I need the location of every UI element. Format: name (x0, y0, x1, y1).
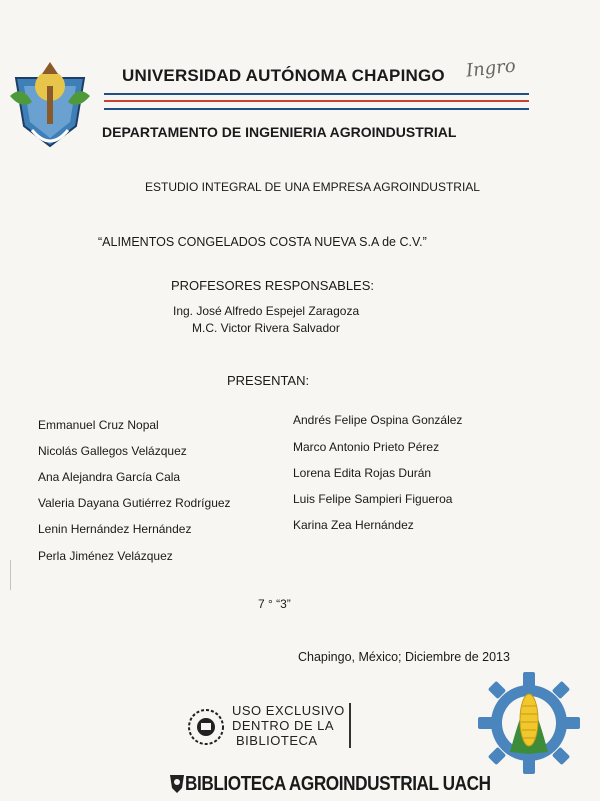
company-name: “ALIMENTOS CONGELADOS COSTA NUEVA S.A de C.V.” (98, 235, 427, 249)
header-rule-middle (104, 100, 529, 102)
presenter-name: Lenin Hernández Hernández (38, 522, 192, 536)
presenter-name: Luis Felipe Sampieri Figueroa (293, 492, 453, 506)
professor-name: Ing. José Alfredo Espejel Zaragoza (173, 304, 360, 318)
study-title: ESTUDIO INTEGRAL DE UNA EMPRESA AGROINDUSTRIAL (145, 180, 480, 194)
library-footer-stamp: BIBLIOTECA AGROINDUSTRIAL UACH (185, 773, 491, 795)
header-rule-bottom (104, 108, 529, 110)
place-date: Chapingo, México; Diciembre de 2013 (298, 650, 510, 664)
professor-name: M.C. Victor Rivera Salvador (192, 321, 340, 335)
university-title: UNIVERSIDAD AUTÓNOMA CHAPINGO (122, 66, 445, 85)
scan-edge-mark (10, 560, 11, 590)
presenter-name: Valeria Dayana Gutiérrez Rodríguez (38, 496, 231, 510)
group-label: 7 ° “3” (258, 597, 291, 611)
presenter-name: Nicolás Gallegos Velázquez (38, 444, 187, 458)
presenters-heading: PRESENTAN: (227, 373, 310, 388)
presenter-name: Marco Antonio Prieto Pérez (293, 440, 440, 454)
presenter-name: Andrés Felipe Ospina González (293, 413, 463, 427)
corn-gear-logo (478, 672, 580, 774)
department-title: DEPARTAMENTO DE INGENIERIA AGROINDUSTRIAL (102, 124, 457, 140)
stamp-seal-icon (186, 707, 226, 747)
stamp-text-block (232, 703, 351, 748)
stamp-line: DENTRO DE LA (232, 718, 335, 733)
library-stamp (186, 703, 345, 753)
presenter-name: Ana Alejandra García Cala (38, 470, 181, 484)
presenter-name: Perla Jiménez Velázquez (38, 549, 173, 563)
library-crest-icon (168, 773, 186, 795)
header-rule-top (104, 93, 529, 95)
professors-heading: PROFESORES RESPONSABLES: (171, 278, 375, 293)
university-seal-logo (2, 56, 98, 152)
presenter-name: Karina Zea Hernández (293, 518, 414, 532)
stamp-line: USO EXCLUSIVO (232, 703, 345, 718)
presenter-name: Emmanuel Cruz Nopal (38, 418, 159, 432)
presenter-name: Lorena Edita Rojas Durán (293, 466, 432, 480)
handwritten-note: Ingro (465, 55, 517, 82)
stamp-line: BIBLIOTECA (236, 733, 318, 748)
